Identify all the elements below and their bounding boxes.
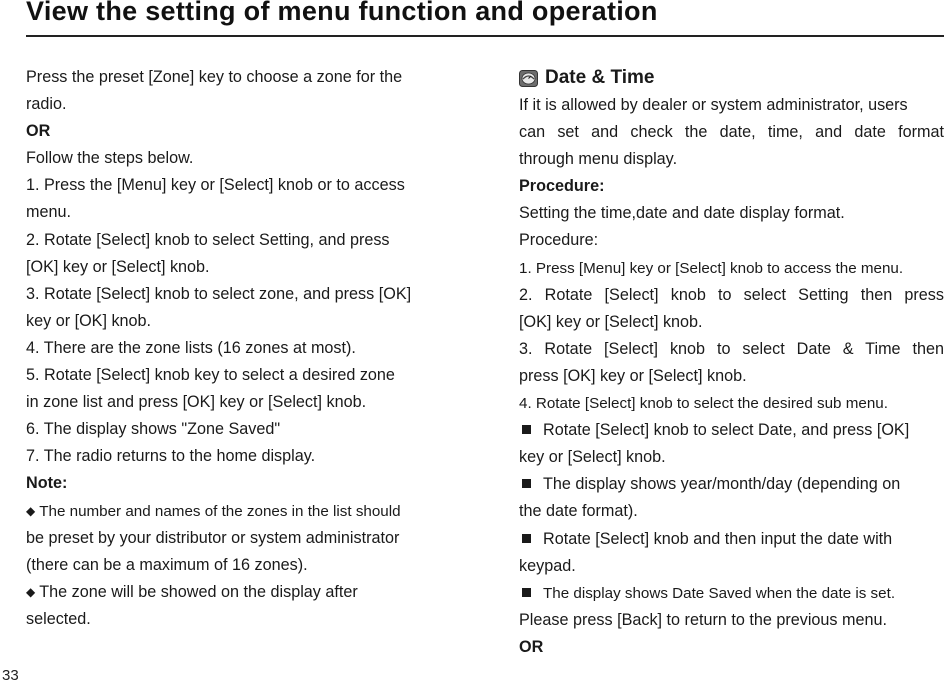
or-label: OR bbox=[519, 637, 544, 656]
text-line: menu. bbox=[26, 203, 71, 222]
step-1: 1. Press [Menu] key or [Select] knob to access the menu. bbox=[519, 259, 904, 277]
section-title: Date & Time bbox=[545, 67, 655, 88]
text-line: the date format). bbox=[519, 502, 638, 521]
text-line: (there can be a maximum of 16 zones). bbox=[26, 555, 308, 574]
text-line: [OK] key or [Select] knob. bbox=[26, 257, 210, 276]
square-bullet-icon bbox=[522, 425, 531, 434]
note-item bbox=[26, 498, 456, 525]
step-4: 4. Rotate [Select] knob to select the desired sub menu. bbox=[519, 395, 888, 413]
step-4: 4. There are the zone lists (16 zones at most). bbox=[26, 338, 356, 357]
sub-item-text: The display shows year/month/day (depending on bbox=[543, 475, 901, 494]
text-line: selected. bbox=[26, 609, 91, 628]
left-column bbox=[26, 64, 456, 633]
text-line: Press the preset [Zone] key to choose a zone for the bbox=[26, 68, 403, 86]
step-5: 5. Rotate [Select] knob key to select a desired zone bbox=[26, 366, 395, 385]
text-line: key or [OK] knob. bbox=[26, 311, 152, 330]
page-title: View the setting of menu function and operation bbox=[26, 0, 658, 26]
procedure-label: Procedure: bbox=[519, 177, 605, 196]
step-2: 2. Rotate [Select] knob to select Setting, and press bbox=[26, 230, 390, 249]
text-line: in zone list and press [OK] key or [Select] knob. bbox=[26, 393, 367, 412]
text-line: through menu display. bbox=[519, 150, 678, 169]
sub-item bbox=[519, 471, 944, 498]
text-line: be preset by your distributor or system administrator bbox=[26, 528, 400, 547]
square-bullet-icon bbox=[522, 479, 531, 488]
diamond-bullet-icon: ◆ bbox=[26, 584, 36, 599]
text-line: key or [Select] knob. bbox=[519, 448, 666, 467]
page-number: 33 bbox=[2, 667, 19, 684]
sub-item-text: Rotate [Select] knob to select Date, and press [OK] bbox=[543, 421, 910, 440]
step-7: 7. The radio returns to the home display. bbox=[26, 447, 316, 466]
title-divider bbox=[26, 35, 944, 37]
text-line: radio. bbox=[26, 95, 67, 114]
text-line: [OK] key or [Select] knob. bbox=[519, 312, 703, 331]
text-line: keypad. bbox=[519, 556, 576, 575]
section-heading bbox=[519, 64, 654, 92]
step-2: 2. Rotate [Select] knob to select Setting then press bbox=[519, 285, 944, 304]
sub-item-text: The display shows Date Saved when the date is set. bbox=[543, 584, 896, 602]
text-line: If it is allowed by dealer or system administrator, users bbox=[519, 96, 908, 114]
or-label: OR bbox=[26, 122, 51, 141]
text-line: Follow the steps below. bbox=[26, 149, 194, 168]
note-text: The zone will be showed on the display after bbox=[39, 582, 358, 601]
sub-item bbox=[519, 417, 944, 444]
text-line: Please press [Back] to return to the previous menu. bbox=[519, 610, 888, 629]
text-line: Setting the time,date and date display format. bbox=[519, 204, 845, 223]
step-3: 3. Rotate [Select] knob to select zone, and press [OK] bbox=[26, 284, 412, 303]
step-3: 3. Rotate [Select] knob to select Date & Time then bbox=[519, 339, 944, 358]
sub-item bbox=[519, 580, 944, 607]
sub-item-text: Rotate [Select] knob and then input the date with bbox=[543, 529, 893, 548]
square-bullet-icon bbox=[522, 534, 531, 543]
note-label: Note: bbox=[26, 474, 68, 493]
note-text: The number and names of the zones in the list should bbox=[39, 502, 401, 520]
clock-icon bbox=[519, 70, 538, 87]
procedure-label: Procedure: bbox=[519, 231, 599, 250]
sub-item bbox=[519, 526, 944, 553]
note-item bbox=[26, 579, 456, 606]
right-column bbox=[519, 92, 944, 661]
step-6: 6. The display shows "Zone Saved" bbox=[26, 420, 281, 439]
square-bullet-icon bbox=[522, 588, 531, 597]
step-1: 1. Press the [Menu] key or [Select] knob or to access bbox=[26, 176, 405, 195]
text-line: can set and check the date, time, and date format bbox=[519, 123, 944, 142]
text-line: press [OK] key or [Select] knob. bbox=[519, 366, 747, 385]
diamond-bullet-icon: ◆ bbox=[26, 503, 36, 518]
